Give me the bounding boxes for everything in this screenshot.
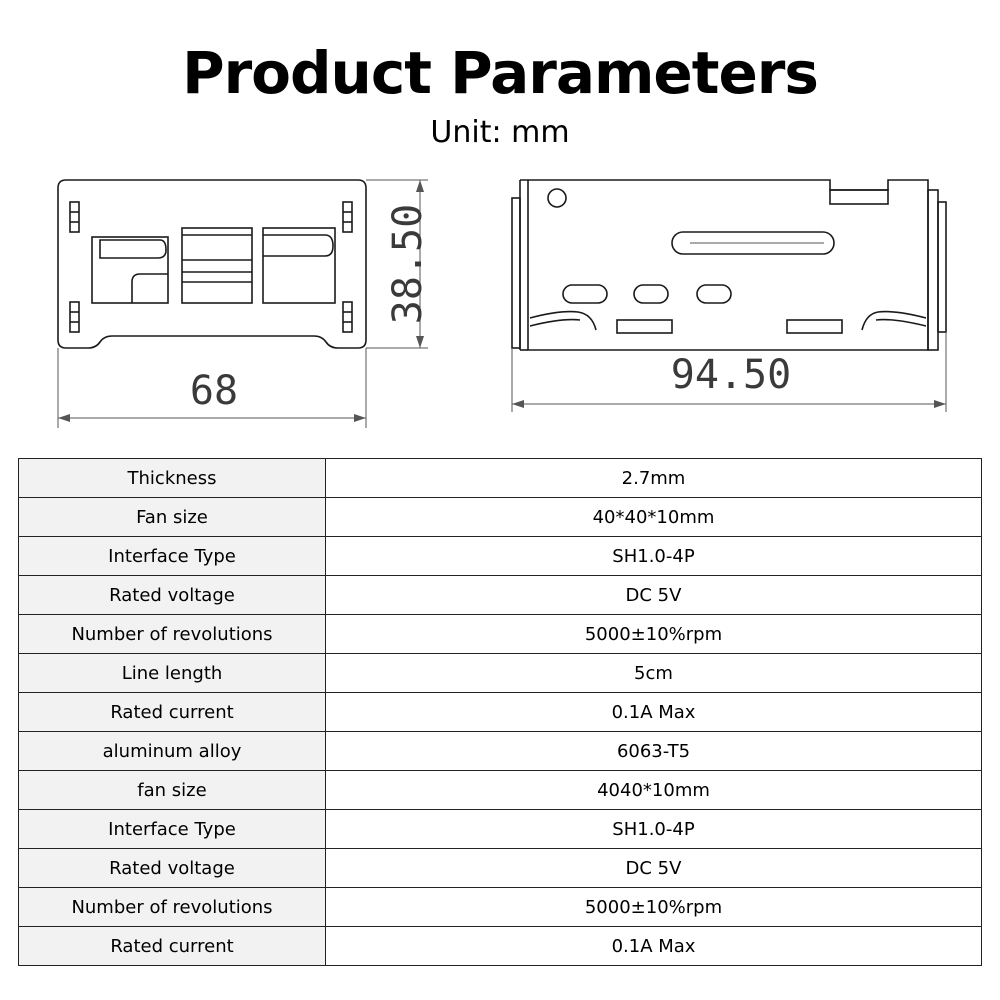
table-row <box>19 693 982 732</box>
param-label: Interface Type <box>19 537 326 576</box>
param-value: DC 5V <box>326 849 982 888</box>
table-row <box>19 888 982 927</box>
table-row <box>19 498 982 537</box>
title-wrap <box>0 38 1000 108</box>
table-row <box>19 849 982 888</box>
side-length-label: 94.50 <box>670 352 792 398</box>
param-value: DC 5V <box>326 576 982 615</box>
table-row <box>19 615 982 654</box>
param-label: Rated voltage <box>19 849 326 888</box>
table-row <box>19 810 982 849</box>
front-width-label: 68 <box>189 368 239 414</box>
table-row <box>19 927 982 966</box>
param-label: aluminum alloy <box>19 732 326 771</box>
technical-drawing <box>0 160 1000 440</box>
table-row <box>19 537 982 576</box>
param-value: 40*40*10mm <box>326 498 982 537</box>
param-value: 2.7mm <box>326 459 982 498</box>
param-value: 5cm <box>326 654 982 693</box>
side-view <box>512 180 946 350</box>
param-label: Rated current <box>19 693 326 732</box>
param-value: 4040*10mm <box>326 771 982 810</box>
param-label: Thickness <box>19 459 326 498</box>
table-row <box>19 732 982 771</box>
front-dimensions <box>58 180 428 428</box>
param-value: SH1.0-4P <box>326 810 982 849</box>
param-label: Rated current <box>19 927 326 966</box>
page-title <box>182 38 818 108</box>
front-height-label: 38.50 <box>385 203 431 325</box>
param-label: Line length <box>19 654 326 693</box>
unit-label: Unit: mm <box>430 115 570 150</box>
front-view <box>58 180 366 348</box>
page-title-text: Product Parameters <box>182 39 818 107</box>
parameters-table-body <box>19 459 982 966</box>
table-row <box>19 654 982 693</box>
table-row <box>19 459 982 498</box>
param-value: 5000±10%rpm <box>326 888 982 927</box>
param-label: Fan size <box>19 498 326 537</box>
param-value: 5000±10%rpm <box>326 615 982 654</box>
param-label: Interface Type <box>19 810 326 849</box>
parameters-table <box>18 458 982 966</box>
param-label: fan size <box>19 771 326 810</box>
param-label: Number of revolutions <box>19 888 326 927</box>
param-label: Rated voltage <box>19 576 326 615</box>
table-row <box>19 576 982 615</box>
front-dimension-arrows <box>58 180 424 422</box>
param-label: Number of revolutions <box>19 615 326 654</box>
param-value: 6063-T5 <box>326 732 982 771</box>
table-row <box>19 771 982 810</box>
param-value: 0.1A Max <box>326 927 982 966</box>
param-value: SH1.0-4P <box>326 537 982 576</box>
param-value: 0.1A Max <box>326 693 982 732</box>
